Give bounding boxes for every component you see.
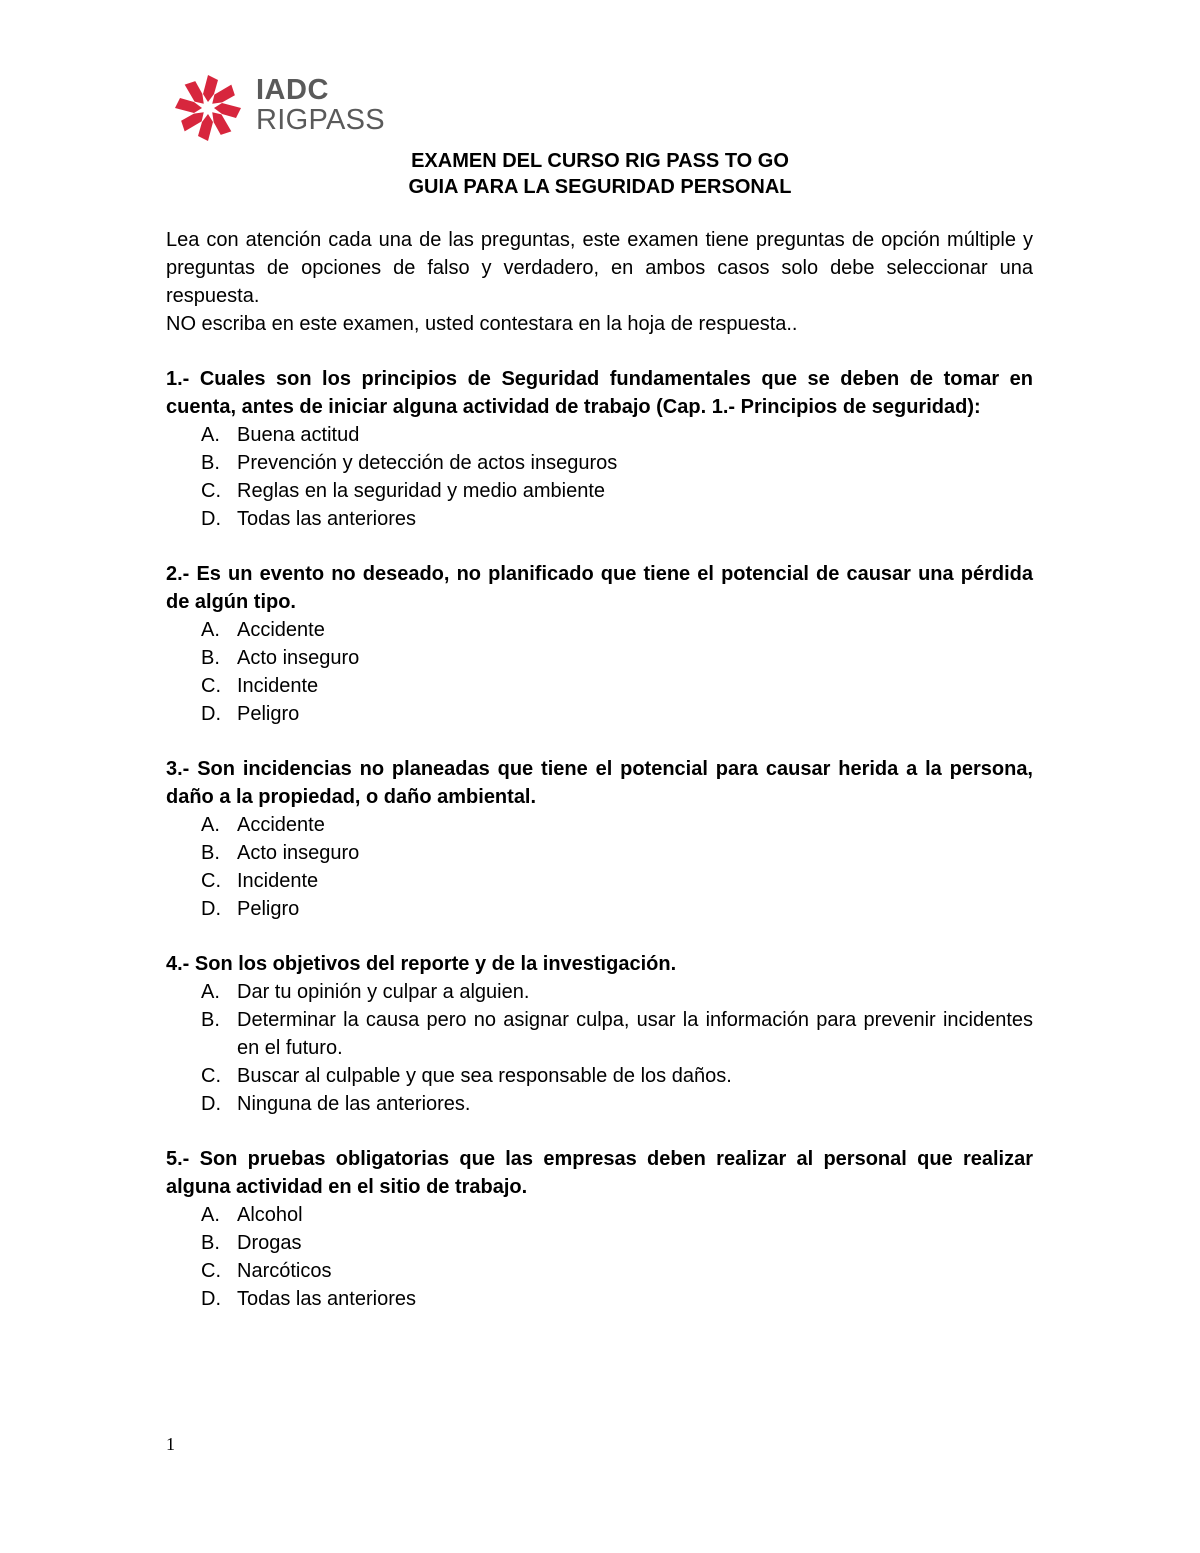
option-list (166, 811, 1033, 923)
option-text: Accidente (237, 814, 325, 836)
option-text: Incidente (237, 870, 319, 892)
option-text: Acto inseguro (237, 842, 360, 864)
option-text: Narcóticos (237, 1260, 332, 1282)
option-letter: B. (201, 452, 220, 474)
option-list (166, 1201, 1033, 1313)
option-text: Peligro (237, 703, 300, 725)
option-item (166, 672, 1033, 700)
option-text: Prevención y detección de actos inseguros (237, 452, 618, 474)
option-item (166, 1285, 1033, 1313)
option-letter: A. (201, 1204, 220, 1226)
option-list (166, 978, 1033, 1118)
option-text: Accidente (237, 619, 325, 641)
option-letter: D. (201, 508, 221, 530)
option-item (166, 1006, 1033, 1062)
logo-wordmark (256, 76, 385, 135)
instructions-paragraph: Lea con atención cada una de las preguntas, este examen tiene preguntas de opción múltiple y preguntas de opciones de falso y verdadero, en ambos casos solo debe seleccionar una respuesta. (166, 229, 1033, 307)
option-item (166, 505, 1033, 533)
option-item (166, 1257, 1033, 1285)
question-3 (166, 755, 1033, 923)
option-item (166, 421, 1033, 449)
question-text: 4.- Son los objetivos del reporte y de la investigación. (166, 953, 677, 975)
option-item (166, 811, 1033, 839)
option-item (166, 616, 1033, 644)
exam-title: EXAMEN DEL CURSO RIG PASS TO GO (411, 150, 789, 172)
question-text: 2.- Es un evento no deseado, no planificado que tiene el potencial de causar una pérdida de algún tipo. (166, 563, 1033, 613)
option-text: Alcohol (237, 1204, 303, 1226)
option-item (166, 867, 1033, 895)
logo-rigpass-text: RIGPASS (256, 104, 385, 136)
option-text: Buscar al culpable y que sea responsable de los daños. (237, 1065, 732, 1087)
option-text: Buena actitud (237, 424, 360, 446)
option-text: Reglas en la seguridad y medio ambiente (237, 480, 605, 502)
option-text: Incidente (237, 675, 319, 697)
option-letter: B. (201, 1009, 220, 1031)
question-text: 1.- Cuales son los principios de Seguridad fundamentales que se deben de tomar en cuenta, antes de iniciar alguna actividad de trabajo (Cap. 1.- Principios de seguridad): (166, 368, 1033, 418)
rigpass-pinwheel-icon (172, 72, 244, 144)
question-4 (166, 950, 1033, 1118)
option-text: Ninguna de las anteriores. (237, 1093, 471, 1115)
question-5 (166, 1145, 1033, 1313)
option-letter: B. (201, 842, 220, 864)
option-text: Determinar la causa pero no asignar culpa, usar la información para prevenir incidentes en el futuro. (237, 1009, 1033, 1059)
option-letter: C. (201, 1260, 221, 1282)
question-text: 3.- Son incidencias no planeadas que tiene el potencial para causar herida a la persona, daño a la propiedad, o daño ambiental. (166, 758, 1033, 808)
question-2 (166, 560, 1033, 728)
option-letter: C. (201, 480, 221, 502)
iadc-rigpass-logo (172, 72, 385, 142)
page-number: 1 (166, 1434, 175, 1454)
logo-iadc-text: IADC (256, 74, 329, 106)
option-letter: A. (201, 619, 220, 641)
option-letter: D. (201, 1093, 221, 1115)
option-item (166, 839, 1033, 867)
option-item (166, 1229, 1033, 1257)
option-letter: D. (201, 898, 221, 920)
option-letter: C. (201, 1065, 221, 1087)
option-text: Drogas (237, 1232, 302, 1254)
option-item (166, 449, 1033, 477)
question-text: 5.- Son pruebas obligatorias que las empresas deben realizar al personal que realizar alguna actividad en el sitio de trabajo. (166, 1148, 1033, 1198)
option-text: Todas las anteriores (237, 1288, 416, 1310)
option-text: Acto inseguro (237, 647, 360, 669)
option-item (166, 1090, 1033, 1118)
option-list (166, 616, 1033, 728)
option-item (166, 644, 1033, 672)
option-letter: D. (201, 1288, 221, 1310)
option-list (166, 421, 1033, 533)
exam-subtitle: GUIA PARA LA SEGURIDAD PERSONAL (408, 176, 792, 198)
option-item (166, 978, 1033, 1006)
question-1 (166, 365, 1033, 533)
option-text: Dar tu opinión y culpar a alguien. (237, 981, 530, 1003)
option-text: Todas las anteriores (237, 508, 416, 530)
option-letter: A. (201, 981, 220, 1003)
option-item (166, 1062, 1033, 1090)
option-letter: C. (201, 675, 221, 697)
option-text: Peligro (237, 898, 300, 920)
option-item (166, 700, 1033, 728)
instructions-note: NO escriba en este examen, usted contestara en la hoja de respuesta.. (166, 313, 798, 335)
option-letter: B. (201, 647, 220, 669)
option-letter: A. (201, 424, 220, 446)
option-item (166, 1201, 1033, 1229)
option-letter: D. (201, 703, 221, 725)
option-letter: B. (201, 1232, 220, 1254)
exam-body (166, 226, 1033, 1313)
option-letter: C. (201, 870, 221, 892)
option-item (166, 895, 1033, 923)
option-letter: A. (201, 814, 220, 836)
option-item (166, 477, 1033, 505)
